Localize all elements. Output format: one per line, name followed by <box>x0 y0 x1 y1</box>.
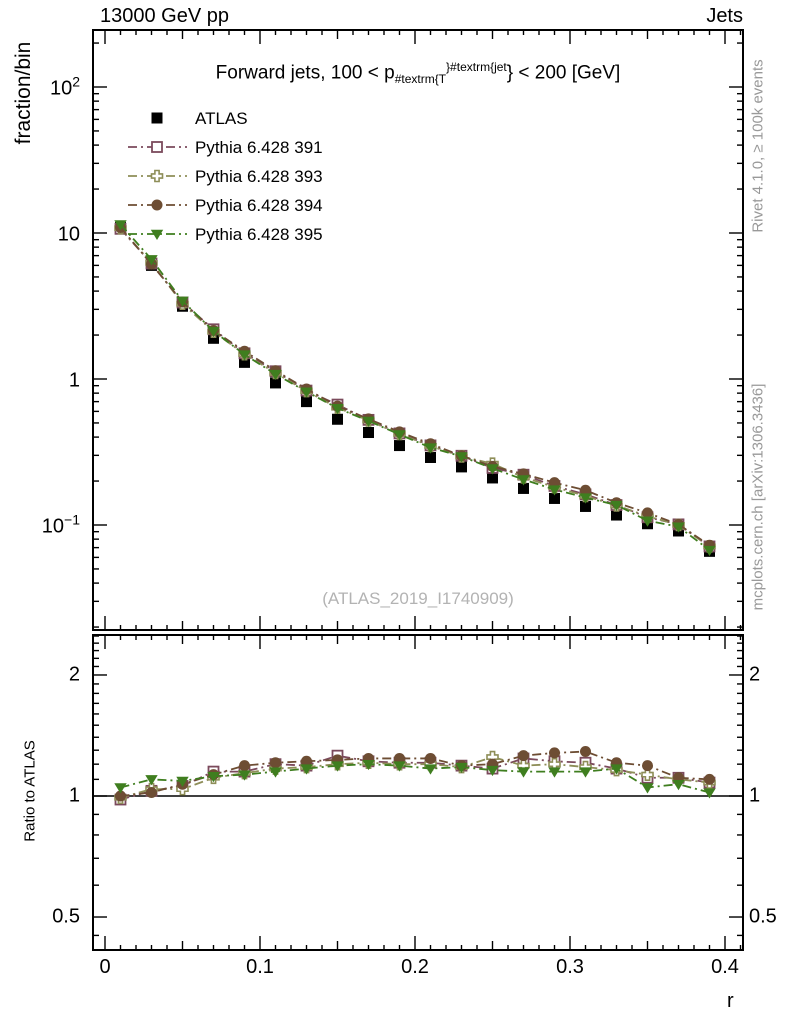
plot-title-sub: #textrm{T <box>394 72 447 87</box>
legend-marker-filled-circle-icon <box>152 200 163 211</box>
x-tick-label-0p2: 0.2 <box>401 956 429 978</box>
ratio-y-tick-label-left-1: 1 <box>68 784 80 807</box>
series-atlas-main <box>115 222 715 557</box>
legend-entry-pythia-6-428-393 <box>128 167 323 186</box>
legend-label-pythia-6-428-395: Pythia 6.428 395 <box>195 225 323 244</box>
x-tick-label-0p1: 0.1 <box>246 956 274 978</box>
mcplots-caption: mcplots.cern.ch [arXiv:1306.3436] <box>749 383 767 611</box>
plot-title-part1: Forward jets, 100 < p <box>215 62 395 84</box>
x-tick-label-0p3: 0.3 <box>556 956 584 978</box>
analysis-group-label: Jets <box>706 5 743 27</box>
x-tick-label-0p4: 0.4 <box>711 956 739 978</box>
plot-title <box>93 60 743 86</box>
ratio-y-tick-label-right-2: 2 <box>749 663 761 686</box>
plot-title-part2: } < 200 [GeV] <box>506 62 621 84</box>
ratio-y-axis-title: Ratio to ATLAS <box>21 740 39 842</box>
ratio-y-tick-label-right-0p5: 0.5 <box>749 905 777 928</box>
panel-frames <box>93 30 743 950</box>
main-y-tick-label-0p1: $10^{-1}$ <box>41 511 80 538</box>
legend-marker-open-square-icon <box>152 142 162 152</box>
legend-entry-pythia-6-428-394 <box>128 196 323 215</box>
legend-label-pythia-6-428-393: Pythia 6.428 393 <box>195 167 323 186</box>
ratio-y-tick-label-right-1: 1 <box>749 784 761 807</box>
legend <box>128 109 323 244</box>
main-y-tick-label-10: 10 <box>57 223 80 246</box>
axis-ticks <box>93 30 743 950</box>
series-pythia-6-428-395-ratio <box>114 760 715 799</box>
legend-marker-filled-square-icon <box>152 113 163 124</box>
main-y-tick-label-1: 1 <box>68 369 80 392</box>
rivet-version-caption: Rivet 4.1.0, ≥ 100k events <box>749 59 767 233</box>
main-y-axis-title: fraction/bin <box>12 41 35 145</box>
plot-title-sup: }#textrm{jet <box>446 60 507 74</box>
legend-entry-pythia-6-428-395 <box>128 225 323 244</box>
series-pythia-6-428-393-main <box>115 223 715 552</box>
main-y-tick-label-100: $10^2$ <box>49 73 80 100</box>
legend-entry-pythia-6-428-391 <box>128 138 323 157</box>
ratio-y-tick-label-left-2: 2 <box>68 663 80 686</box>
series-pythia-6-428-391-main <box>116 224 715 552</box>
legend-entry-atlas <box>152 109 248 128</box>
legend-marker-open-cross-icon <box>152 171 163 182</box>
x-axis-title: r <box>727 990 734 1012</box>
legend-label-pythia-6-428-391: Pythia 6.428 391 <box>195 138 323 157</box>
legend-label-atlas: ATLAS <box>195 109 248 128</box>
ratio-y-tick-label-left-0p5: 0.5 <box>52 905 80 928</box>
legend-label-pythia-6-428-394: Pythia 6.428 394 <box>195 196 323 215</box>
beam-energy-label: 13000 GeV pp <box>100 5 229 27</box>
series-pythia-6-428-394-main <box>115 222 715 551</box>
analysis-id-watermark: (ATLAS_2019_I1740909) <box>322 589 514 608</box>
x-tick-label-0: 0 <box>99 956 111 978</box>
